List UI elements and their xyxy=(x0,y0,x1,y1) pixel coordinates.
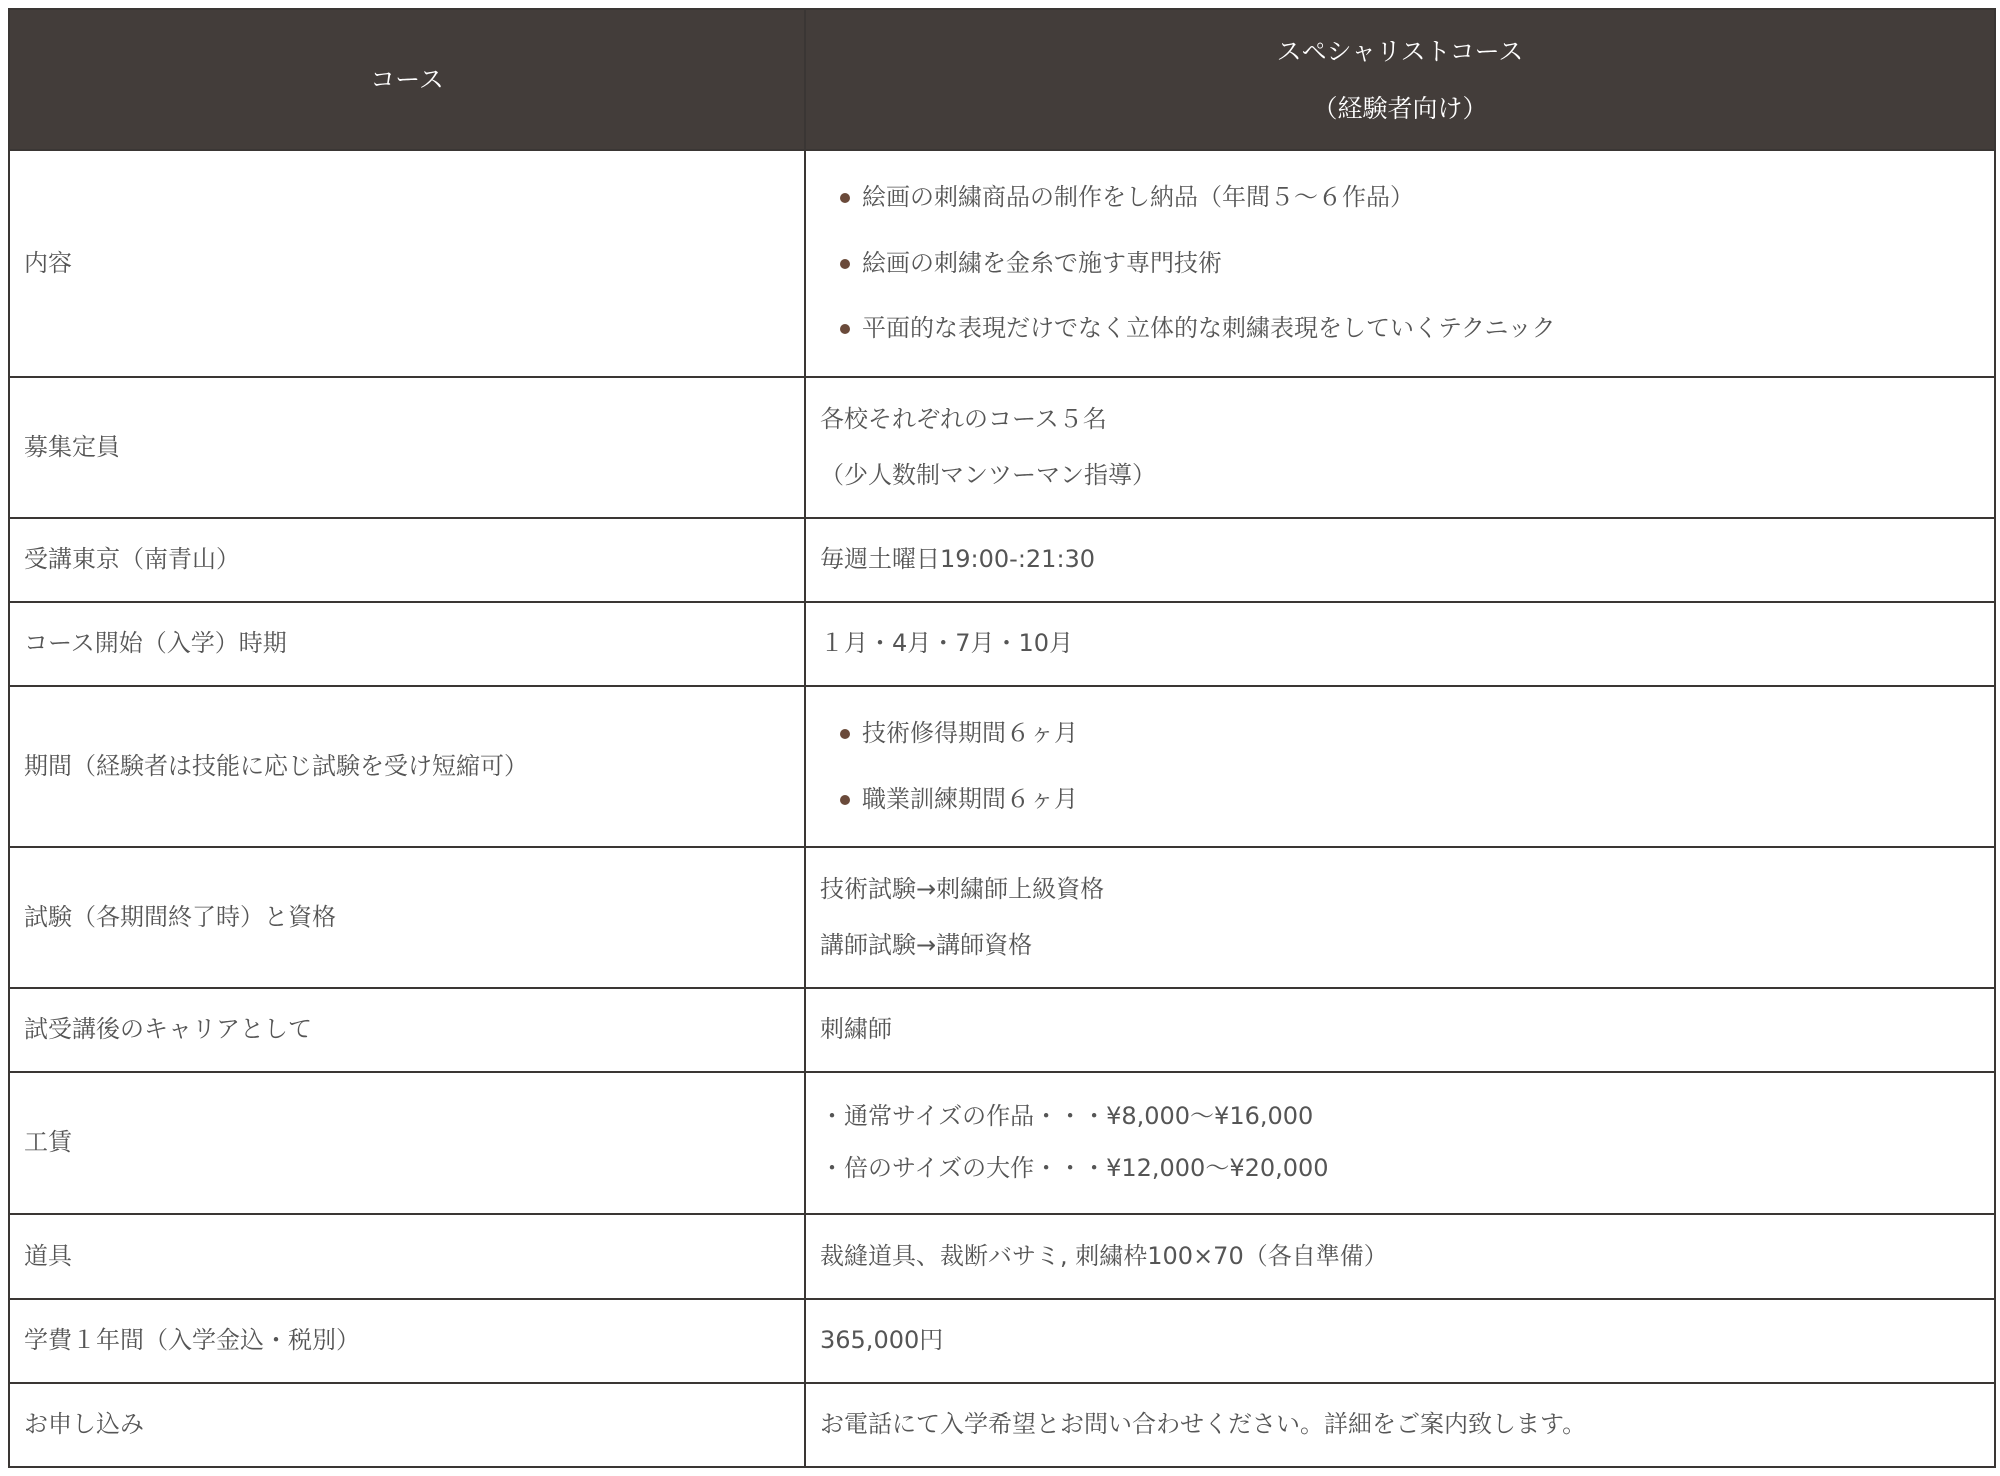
exam-line2: 講師試験→講師資格 xyxy=(820,930,1033,959)
wage-line2: ・倍のサイズの大作・・・¥12,000〜¥20,000 xyxy=(820,1154,1329,1182)
bullet-icon xyxy=(840,259,850,269)
table-row-apply xyxy=(9,1383,1995,1467)
list-item xyxy=(840,312,1980,346)
course-table xyxy=(8,8,1996,1468)
row-label-schedule: 受講東京（南青山） xyxy=(9,518,805,602)
row-label-career: 試受講後のキャリアとして xyxy=(9,988,805,1072)
row-value-tools: 裁縫道具、裁断バサミ, 刺繍枠100×70（各自準備） xyxy=(805,1214,1995,1299)
bullet-icon xyxy=(840,729,850,739)
capacity-line1: 各校それぞれのコース５名 xyxy=(820,404,1107,433)
header-course-audience: （経験者向け） xyxy=(1312,93,1488,123)
row-label-fee: 学費１年間（入学金込・税別） xyxy=(9,1299,805,1383)
row-value-content xyxy=(805,150,1995,377)
bullet-icon xyxy=(840,324,850,334)
row-value-career: 刺繍師 xyxy=(805,988,1995,1072)
row-value-period xyxy=(805,686,1995,847)
table-header-row xyxy=(9,9,1995,150)
row-value-start: １月・4月・7月・10月 xyxy=(805,602,1995,686)
row-label-wage: 工賃 xyxy=(9,1072,805,1214)
wage-line1: ・通常サイズの作品・・・¥8,000〜¥16,000 xyxy=(820,1102,1314,1131)
list-item xyxy=(840,783,1980,817)
row-label-content: 内容 xyxy=(9,150,805,377)
header-course xyxy=(9,9,805,150)
table-row-career xyxy=(9,988,1995,1072)
header-specialist-course xyxy=(805,9,1995,150)
table-row-period xyxy=(9,686,1995,847)
list-item xyxy=(840,247,1980,281)
table-row-wage xyxy=(9,1072,1995,1214)
table-row-schedule xyxy=(9,518,1995,602)
period-list xyxy=(820,717,1980,816)
content-list xyxy=(820,181,1980,346)
row-value-schedule: 毎週土曜日19:00-:21:30 xyxy=(805,518,1995,602)
row-label-capacity: 募集定員 xyxy=(9,377,805,518)
row-value-exam xyxy=(805,847,1995,988)
header-course-label: コース xyxy=(370,65,444,94)
bullet-icon xyxy=(840,193,850,203)
row-value-apply: お電話にて入学希望とお問い合わせください。詳細をご案内致します。 xyxy=(805,1383,1995,1467)
row-label-exam: 試験（各期間終了時）と資格 xyxy=(9,847,805,988)
exam-line1: 技術試験→刺繍師上級資格 xyxy=(820,874,1105,903)
list-item xyxy=(840,717,1980,751)
list-item-text: 絵画の刺繍商品の制作をし納品（年間５〜６作品） xyxy=(862,183,1414,212)
bullet-icon xyxy=(840,795,850,805)
table-row-capacity xyxy=(9,377,1995,518)
table-row-tools xyxy=(9,1214,1995,1299)
list-item-text: 絵画の刺繍を金糸で施す専門技術 xyxy=(862,248,1222,277)
table-row-fee xyxy=(9,1299,1995,1383)
row-label-start: コース開始（入学）時期 xyxy=(9,602,805,686)
list-item-text: 技術修得期間６ヶ月 xyxy=(862,718,1078,747)
capacity-line2: （少人数制マンツーマン指導） xyxy=(820,460,1156,489)
header-course-name: スペシャリストコース xyxy=(1276,36,1524,66)
row-label-period: 期間（経験者は技能に応じ試験を受け短縮可） xyxy=(9,686,805,847)
table-row-exam xyxy=(9,847,1995,988)
table-row-content xyxy=(9,150,1995,377)
table-row-start xyxy=(9,602,1995,686)
row-value-wage xyxy=(805,1072,1995,1214)
list-item-text: 職業訓練期間６ヶ月 xyxy=(862,784,1078,813)
row-label-tools: 道具 xyxy=(9,1214,805,1299)
course-table-wrapper xyxy=(8,8,1996,1468)
list-item-text: 平面的な表現だけでなく立体的な刺繍表現をしていくテクニック xyxy=(862,314,1556,343)
row-label-apply: お申し込み xyxy=(9,1383,805,1467)
list-item xyxy=(840,181,1980,215)
row-value-capacity xyxy=(805,377,1995,518)
row-value-fee: 365,000円 xyxy=(805,1299,1995,1383)
